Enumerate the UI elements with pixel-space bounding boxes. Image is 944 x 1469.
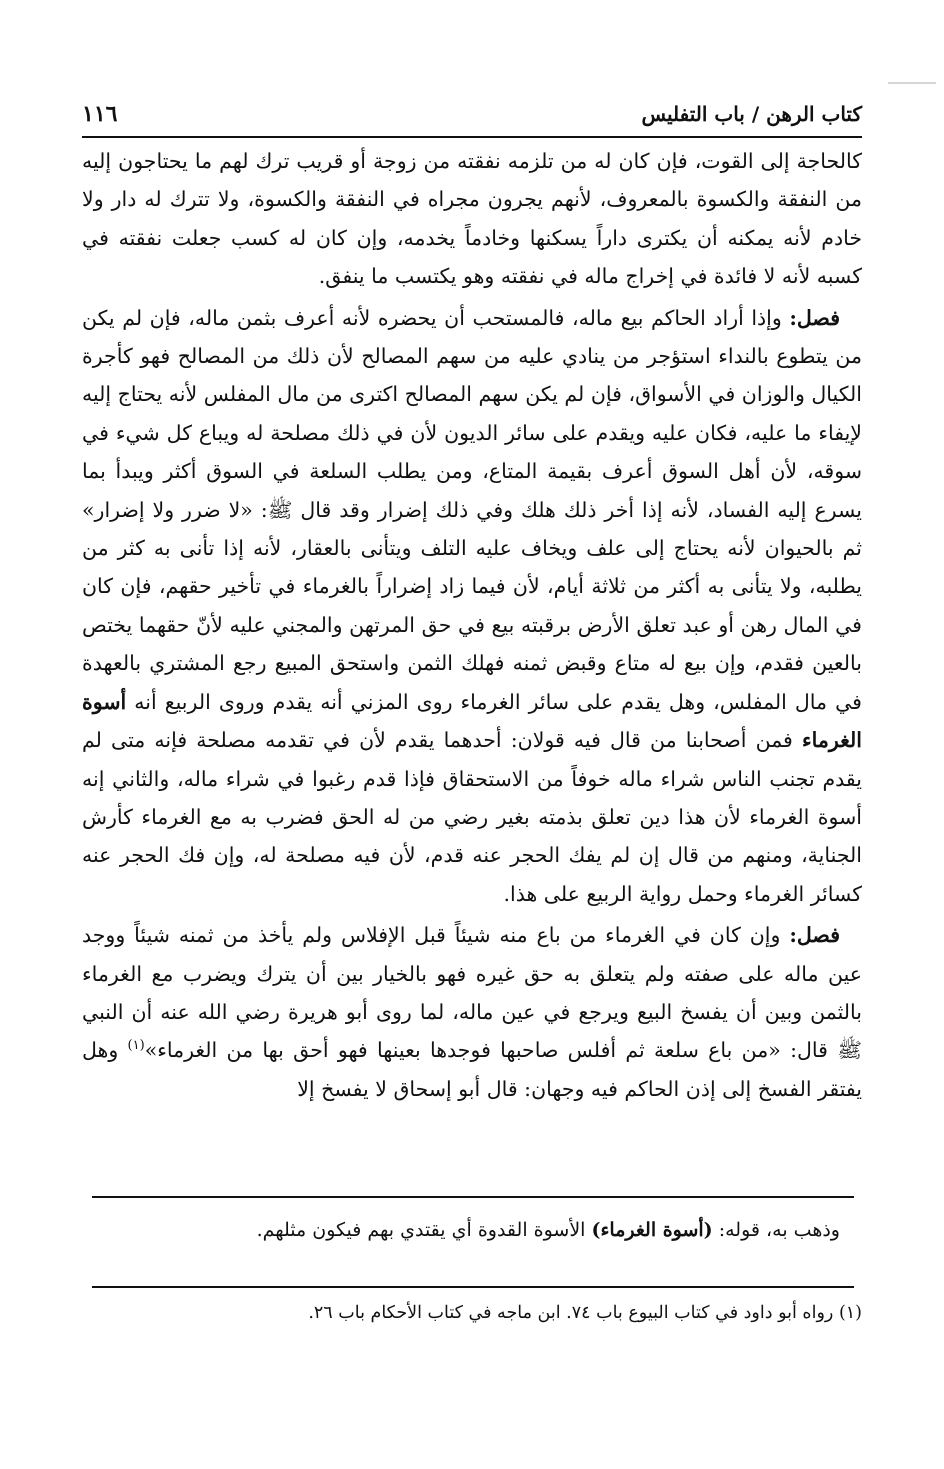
paragraph-text-tail: فمن أصحابنا من قال فيه قولان: أحدهما يقدم لأن في تقدمه مصلحة فإنه متى لم يقدم تجنب الناس شراء ماله خوفاً من الاستحقاق فإذا قدم رغبوا في شراء ماله، والثاني إنه أسوة الغرماء لأن هذا دين تعلق بذمته بغير رضي من له الحق فضرب به مع الغرماء كأرش الجناية، ومنهم من قال إن لم يفك الحجر عنه قدم، لأن فيه مصلحة له، وإن فك الحجر عنه كسائر الغرماء وحمل رواية الربيع على هذا. bbox=[82, 728, 862, 906]
footnote-text: رواه أبو داود في كتاب البيوع باب ٧٤. ابن ماجه في كتاب الأحكام باب ٢٦. bbox=[308, 1303, 839, 1323]
footnote-ref: (١) bbox=[127, 1038, 145, 1054]
paragraph-text: وإذا أراد الحاكم بيع ماله، فالمستحب أن يحضره لأنه أعرف بثمن ماله، فإن لم يكن من يتطوع بالنداء استؤجر من ينادي عليه من سهم المصالح لأن ذلك من المصالح فهو كأجرة الكيال والوزان في الأسواق، فإن لم يكن سهم المصالح اكترى من مال المفلس لأنه يحتاج إليه لإيفاء ما عليه، فكان عليه ويقدم على سائر الديون لأن في ذلك مصلحة له ويباع كل شيء في سوقه، لأن أهل السوق أعرف بقيمة المتاع، ومن يطلب السلعة في السوق أكثر ويبدأ بما يسرع إليه الفساد، لأنه إذا أخر ذلك هلك وفي ذلك إضرار وقد قال ﷺ: «لا ضرر ولا إضرار» ثم بالحيوان لأنه يحتاج إلى علف ويخاف عليه التلف ويتأنى بالعقار، لأنه إذا تأنى به كثر من يطلبه، ولا يتأنى به أكثر من ثلاثة أيام، لأن فيما زاد إضراراً بالغرماء في تأخير حقهم، فإن كان في المال رهن أو عبد تعلق الأرض برقبته بيع في حق المرتهن والمجني عليه لأنّ حقهما يختص بالعين فقدم، وإن بيع له متاع وقبض ثمنه فهلك الثمن واستحق المبيع رجع المشتري بالعهدة في مال المفلس، وهل يقدم على سائر الغرماء روى المزني أنه يقدم وروى الربيع أنه bbox=[82, 305, 862, 714]
paragraph-2 bbox=[82, 299, 862, 914]
footnote-rule bbox=[92, 1286, 854, 1288]
paragraph-text: وإن كان في الغرماء من باع منه شيئاً قبل الإفلاس ولم يأخذ من ثمنه شيئاً ووجد عين ماله على صفته ولم يتعلق به حق غيره فهو بالخيار بين أن يترك ويضرب مع الغرماء بالثمن وبين أن يفسخ البيع ويرجع في عين ماله، لما روى أبو هريرة رضي الله عنه أن النبي ﷺ قال: «من باع سلعة ثم أفلس صاحبها فوجدها بعينها فهو أحق بها من الغرماء» bbox=[82, 923, 862, 1063]
commentary bbox=[82, 1212, 862, 1248]
main-text bbox=[82, 142, 862, 1111]
commentary-rule bbox=[92, 1196, 854, 1198]
paragraph-3 bbox=[82, 916, 862, 1108]
scan-corner-mark bbox=[888, 82, 936, 84]
bold-term: أسوة الغرماء bbox=[82, 689, 862, 753]
commentary-line bbox=[82, 1212, 862, 1248]
page-number: ١١٦ bbox=[82, 101, 118, 127]
paragraph-text: كالحاجة إلى القوت، فإن كان له من تلزمه نفقته من زوجة أو قريب ترك لهم ما يحتاجون إليه من النفقة والكسوة بالمعروف، لأنهم يجرون مجراه في النفقة والكسوة، ولا تترك له دار ولا خادم لأنه يمكنه أن يكترى داراً يسكنها وخادماً يخدمه، وإن كان له كسب جعلت نفقته في كسبه لأنه لا فائدة في إخراج ماله في نفقته وهو يكتسب ما ينفق. bbox=[82, 149, 862, 289]
section-heading: فصل: bbox=[789, 305, 840, 330]
commentary-text-tail: الأسوة القدوة أي يقتدي بهم فيكون مثلهم. bbox=[256, 1219, 592, 1241]
commentary-text: وذهب به، قوله: bbox=[712, 1219, 840, 1241]
commentary-term: (أسوة الغرماء) bbox=[591, 1219, 713, 1241]
footnote-item bbox=[82, 1298, 862, 1328]
footnote-marker: (١) bbox=[838, 1303, 862, 1323]
running-title: كتاب الرهن / باب التفليس bbox=[641, 102, 862, 126]
header-rule bbox=[82, 136, 862, 138]
section-heading: فصل: bbox=[789, 923, 840, 948]
paragraph-1 bbox=[82, 142, 862, 296]
footnotes bbox=[82, 1298, 862, 1328]
paragraph-text-tail: وهل يفتقر الفسخ إلى إذن الحاكم فيه وجهان: قال أبو إسحاق لا يفسخ إلا bbox=[82, 1038, 862, 1101]
page-header bbox=[82, 94, 862, 134]
